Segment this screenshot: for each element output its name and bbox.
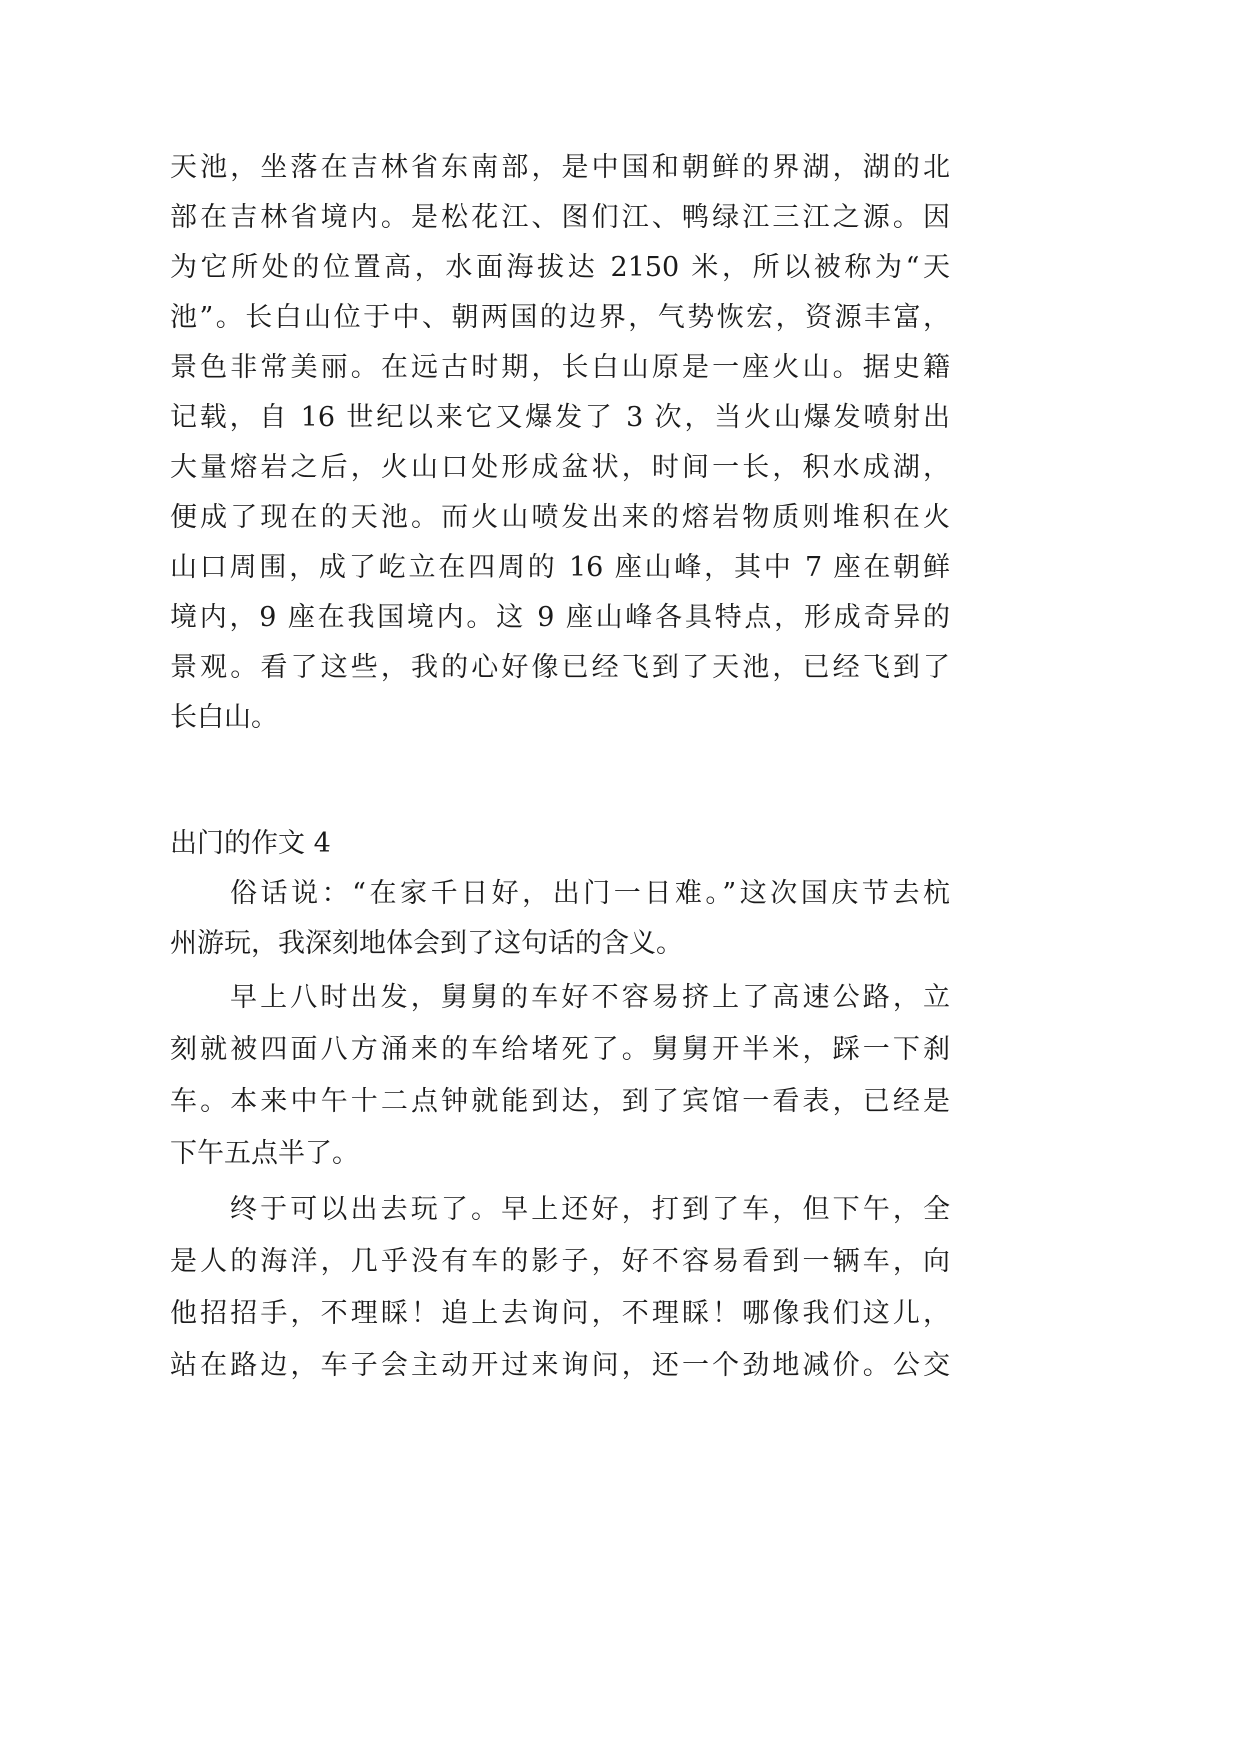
text-line: 大量熔岩之后，火山口处形成盆状，时间一长，积水成湖，	[170, 452, 950, 483]
paragraph-line: 下午五点半了。	[170, 1138, 359, 1169]
text-line: 为它所处的位置高，水面海拔达 2150 米，所以被称为“天	[170, 252, 950, 283]
text-line: 部在吉林省境内。是松花江、图们江、鸭绿江三江之源。因	[170, 202, 950, 233]
text-line: 池”。长白山位于中、朝两国的边界，气势恢宏，资源丰富，	[170, 302, 950, 333]
text-line: 天池，坐落在吉林省东南部，是中国和朝鲜的界湖，湖的北	[170, 152, 950, 183]
paragraph-line: 刻就被四面八方涌来的车给堵死了。舅舅开半米，踩一下刹	[170, 1034, 950, 1065]
paragraph-line: 州游玩，我深刻地体会到了这句话的含义。	[170, 928, 683, 959]
text-line: 便成了现在的天池。而火山喷发出来的熔岩物质则堆积在火	[170, 502, 950, 533]
text-line: 记载，自 16 世纪以来它又爆发了 3 次，当火山爆发喷射出	[170, 402, 950, 433]
text-line: 景观。看了这些，我的心好像已经飞到了天池，已经飞到了	[170, 652, 950, 683]
paragraph-line: 终于可以出去玩了。早上还好，打到了车，但下午，全	[230, 1194, 950, 1225]
section-title: 出门的作文 4	[170, 828, 331, 859]
paragraph-line: 俗话说：“在家千日好，出门一日难。”这次国庆节去杭	[230, 878, 950, 909]
text-line: 山口周围，成了屹立在四周的 16 座山峰，其中 7 座在朝鲜	[170, 552, 950, 583]
text-line: 境内，9 座在我国境内。这 9 座山峰各具特点，形成奇异的	[170, 602, 950, 633]
paragraph-line: 他招招手，不理睬！追上去询问，不理睬！哪像我们这儿，	[170, 1298, 950, 1329]
paragraph-line: 车。本来中午十二点钟就能到达，到了宾馆一看表，已经是	[170, 1086, 950, 1117]
paragraph-line: 早上八时出发，舅舅的车好不容易挤上了高速公路，立	[230, 982, 950, 1013]
text-line: 景色非常美丽。在远古时期，长白山原是一座火山。据史籍	[170, 352, 950, 383]
paragraph-line: 是人的海洋，几乎没有车的影子，好不容易看到一辆车，向	[170, 1246, 950, 1277]
paragraph-line: 站在路边，车子会主动开过来询问，还一个劲地减价。公交	[170, 1350, 950, 1381]
text-line: 长白山。	[170, 702, 278, 733]
